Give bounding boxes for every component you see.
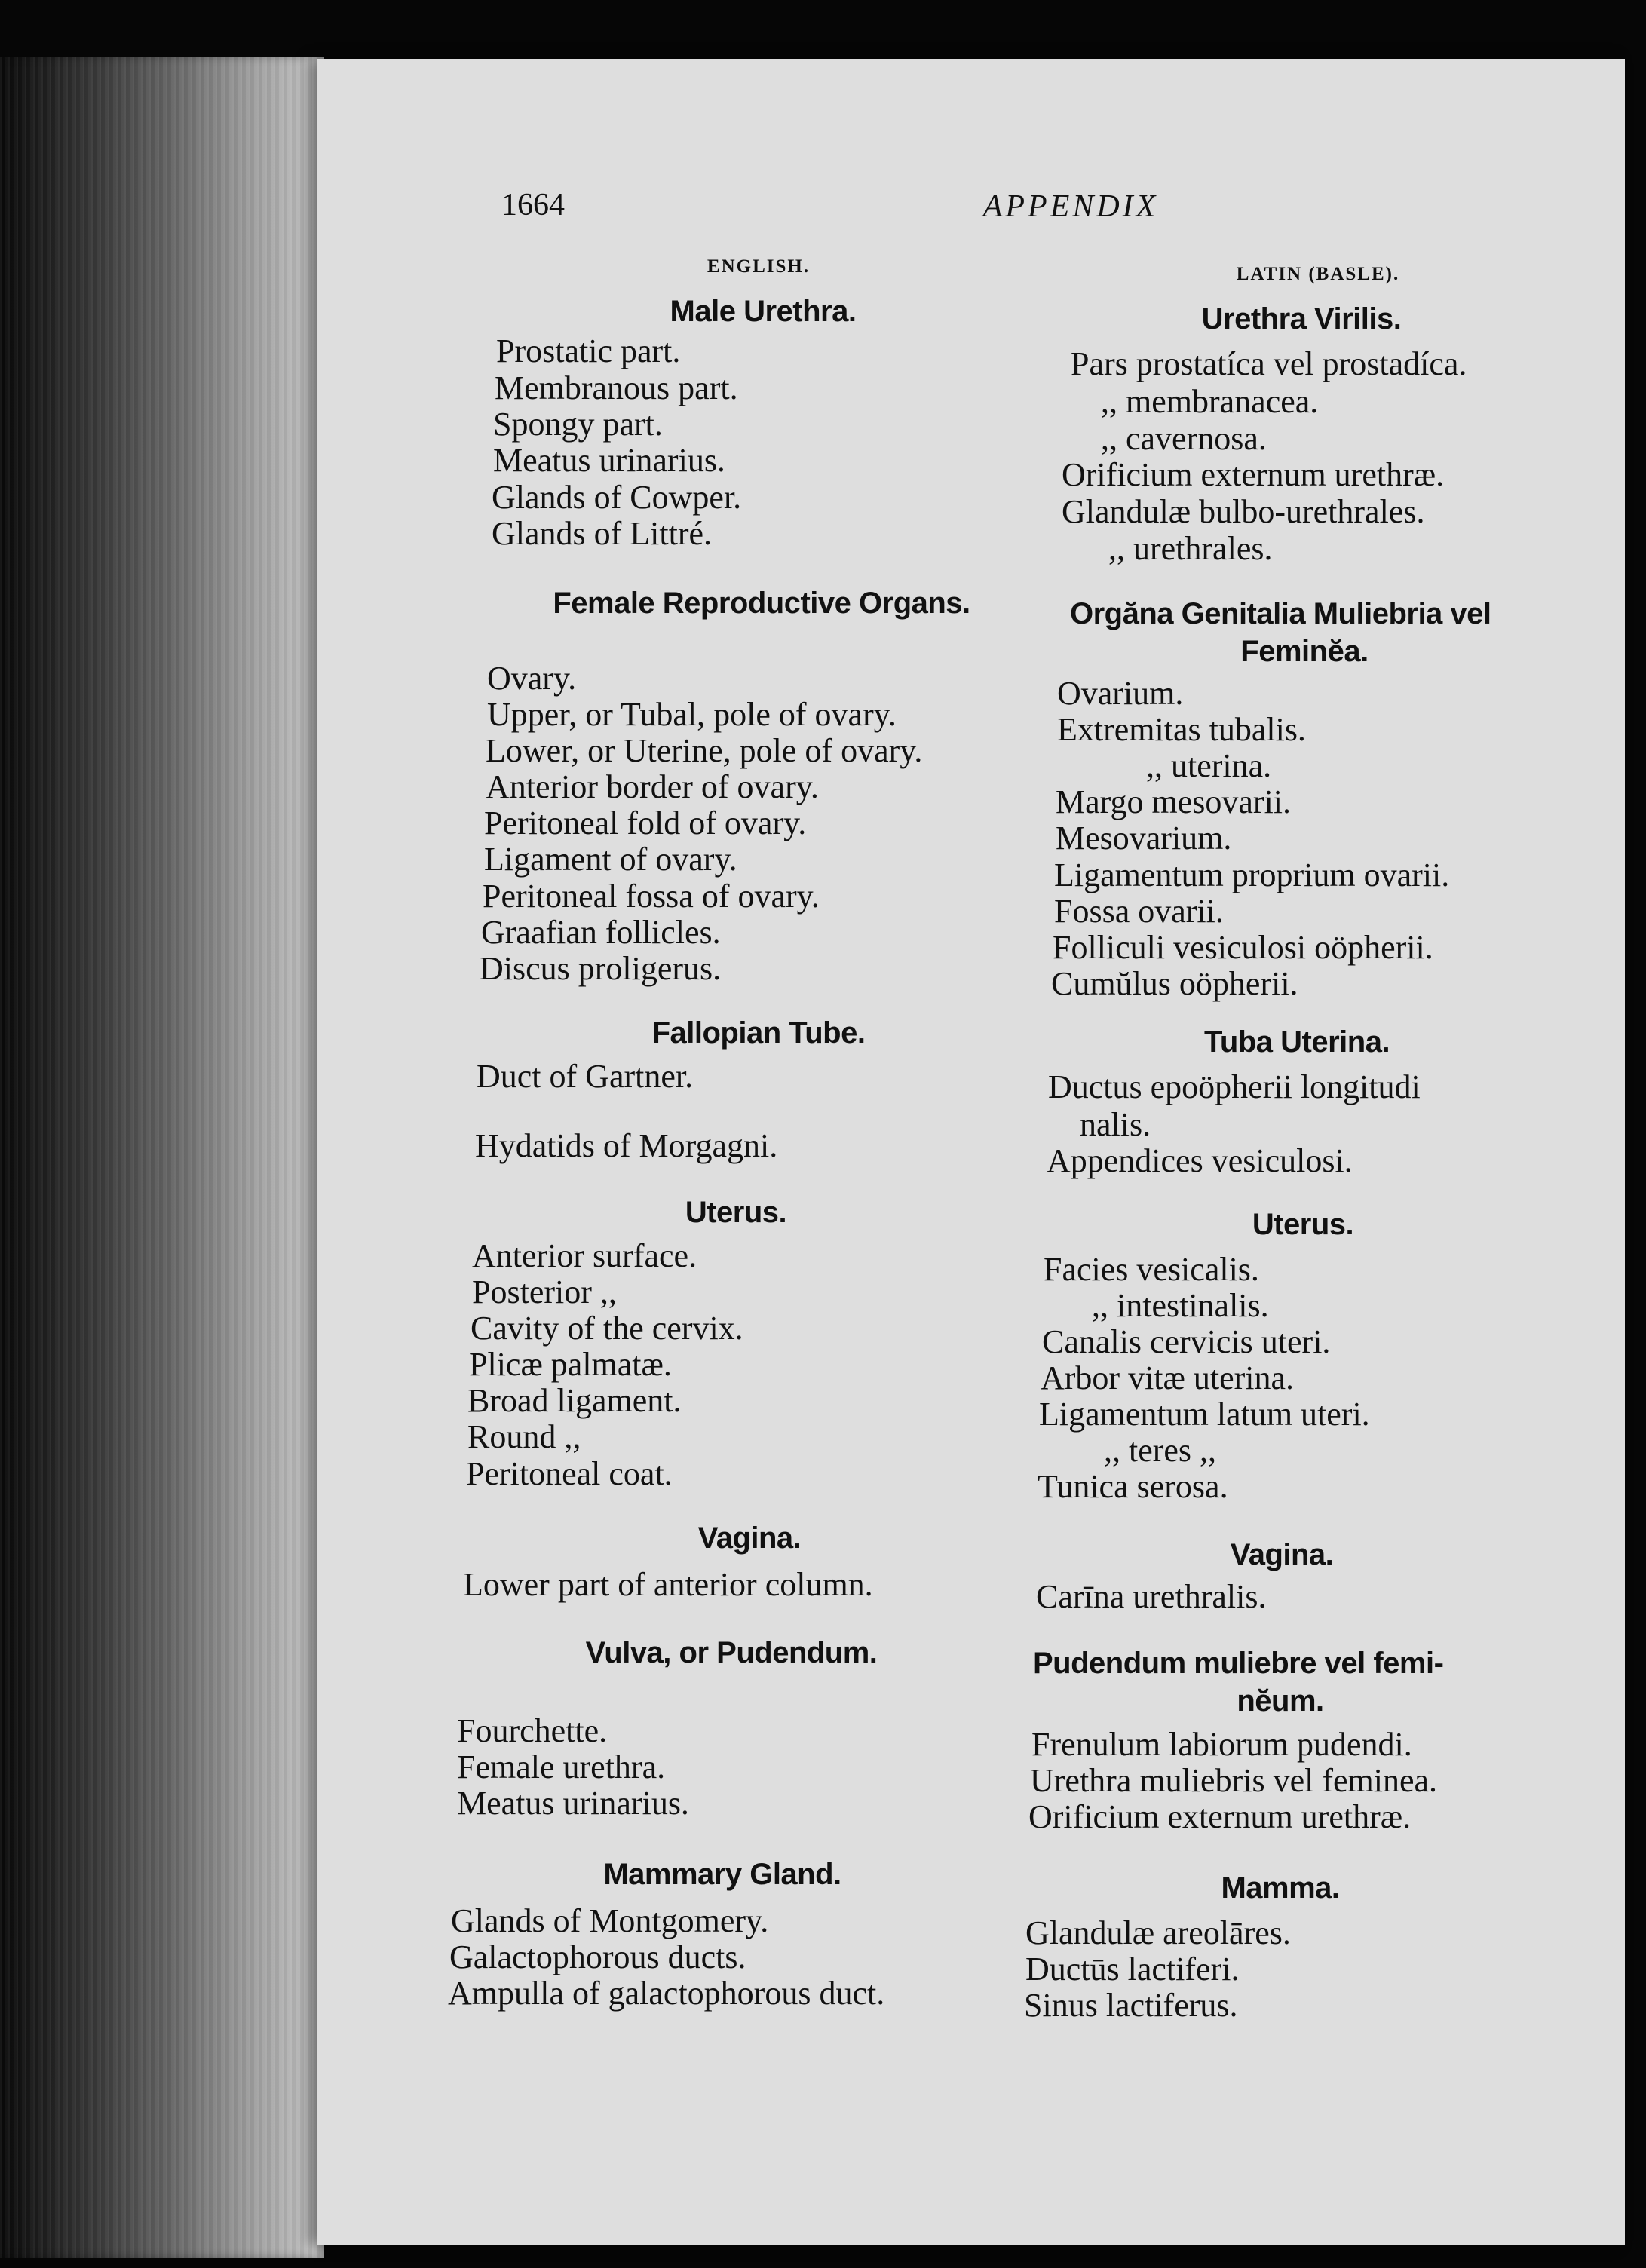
latin-term: Canalis cervicis uteri. [1042,1323,1331,1360]
latin-term: Carīna urethralis. [1036,1578,1267,1615]
english-term: Peritoneal fold of ovary. [484,805,807,841]
latin-term: Extremitas tubalis. [1057,711,1306,748]
section-title-en-vulva: Vulva, or Pudendum. [585,1636,878,1669]
english-term: Meatus urinarius. [493,442,725,479]
english-term: Anterior border of ovary. [486,768,819,805]
latin-term: Facies vesicalis. [1044,1251,1259,1288]
english-term: Discus proligerus. [480,950,722,987]
english-term: Graafian follicles. [481,914,721,951]
section-title-la-vulva: Pudendum muliebre vel femi- [1033,1647,1444,1680]
page-number: 1664 [501,188,565,222]
latin-term: Urethra muliebris vel feminea. [1030,1762,1438,1799]
english-term: Lower part of anterior column. [463,1566,873,1603]
latin-term: Pars prostatíca vel prostadíca. [1071,345,1467,382]
latin-term: Frenulum labiorum pudendi. [1031,1726,1412,1763]
latin-term: Ductūs lactiferi. [1025,1951,1240,1988]
latin-term: Margo mesovarii. [1056,783,1292,820]
latin-term: Orificium externum urethræ. [1028,1798,1412,1835]
section-title-en-uterus: Uterus. [685,1196,787,1229]
latin-term: Ovarium. [1057,675,1184,712]
latin-term: Cumŭlus oöpherii. [1051,965,1298,1002]
latin-term: Folliculi vesiculosi oöpherii. [1053,929,1433,966]
book-spine-shadow [0,57,324,2258]
latin-term: Ligamentum proprium ovarii. [1054,857,1450,893]
section-title-la-female-organs-cont: Feminĕa. [1240,635,1369,668]
section-title-en-fallopian-tube: Fallopian Tube. [651,1016,866,1050]
latin-term: Ligamentum latum uteri. [1039,1396,1370,1433]
english-column-header: ENGLISH. [707,256,811,277]
latin-term: Appendices vesiculosi. [1047,1142,1353,1179]
english-term: Female urethra. [457,1749,666,1785]
english-term: Round ,, [467,1418,581,1455]
latin-term: ,, cavernosa. [1101,420,1267,457]
latin-term: Glandulæ areolāres. [1025,1914,1291,1951]
latin-term: Mesovarium. [1056,820,1232,857]
latin-term: ,, membranacea. [1101,383,1319,420]
section-title-la-uterus: Uterus. [1252,1208,1354,1241]
english-term: Ampulla of galactophorous duct. [448,1975,885,2012]
english-term: Duct of Gartner. [477,1058,694,1095]
english-term: Glands of Cowper. [492,479,742,516]
section-title-en-female-organs: Female Reproductive Organs. [553,587,970,620]
section-title-la-mammary-gland: Mamma. [1221,1871,1340,1905]
english-term: Spongy part. [493,406,663,443]
latin-term: nalis. [1080,1106,1151,1143]
english-term: Peritoneal fossa of ovary. [483,878,820,915]
running-title: APPENDIX [982,189,1159,224]
latin-term: Tunica serosa. [1038,1468,1228,1505]
latin-term: Arbor vitæ uterina. [1041,1359,1295,1396]
english-term: Glands of Montgomery. [451,1902,769,1939]
english-term: Galactophorous ducts. [449,1939,746,1975]
english-term: Hydatids of Morgagni. [475,1127,778,1164]
latin-term: Orificium externum urethræ. [1062,456,1445,493]
latin-term: Sinus lactiferus. [1024,1987,1238,2024]
english-term: Broad ligament. [467,1382,682,1419]
english-term: Prostatic part. [496,333,681,369]
english-term: Membranous part. [495,369,738,406]
latin-column-header: LATIN (BASLE). [1236,264,1400,284]
section-title-la-vulva-cont: nĕum. [1237,1684,1324,1718]
section-title-en-vagina: Vagina. [697,1522,802,1555]
english-term: Posterior ,, [472,1273,617,1310]
latin-term: Glandulæ bulbo-urethrales. [1062,493,1425,530]
english-term: Cavity of the cervix. [471,1310,743,1347]
english-term: Anterior surface. [472,1237,697,1274]
latin-term: ,, uterina. [1146,747,1272,784]
english-term: Peritoneal coat. [466,1455,673,1492]
section-title-en-male-urethra: Male Urethra. [670,295,857,328]
section-title-la-male-urethra: Urethra Virilis. [1201,302,1402,336]
english-term: Plicæ palmatæ. [469,1346,672,1383]
section-title-la-female-organs: Orgăna Genitalia Muliebria vel [1070,597,1491,630]
section-title-la-vagina: Vagina. [1230,1538,1334,1571]
english-term: Ovary. [487,660,577,697]
latin-term: Ductus epoöpherii longitudi [1048,1068,1421,1105]
latin-term: ,, teres ,, [1104,1432,1217,1469]
section-title-en-mammary-gland: Mammary Gland. [603,1858,841,1891]
book-page [317,59,1625,2245]
english-term: Meatus urinarius. [457,1785,689,1822]
english-term: Lower, or Uterine, pole of ovary. [486,732,923,769]
latin-term: Fossa ovarii. [1054,893,1224,930]
english-term: Ligament of ovary. [484,841,737,878]
english-term: Upper, or Tubal, pole of ovary. [487,696,897,733]
english-term: Glands of Littré. [492,515,713,552]
latin-term: ,, intestinalis. [1092,1287,1269,1324]
latin-term: ,, urethrales. [1108,530,1273,567]
english-term: Fourchette. [457,1712,608,1749]
section-title-la-fallopian-tube: Tuba Uterina. [1203,1025,1390,1059]
